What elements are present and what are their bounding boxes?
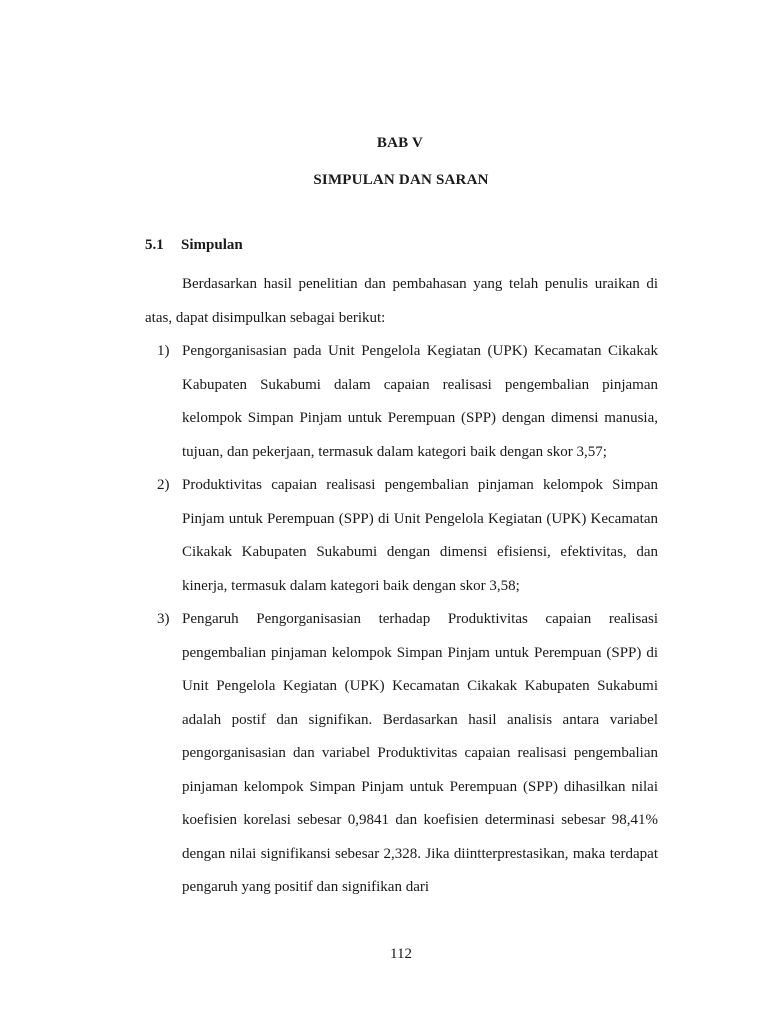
conclusion-list: [145, 335, 658, 905]
list-item-text: Pengaruh Pengorganisasian terhadap Produktivitas capaian realisasi pengembalian pinjaman kelompok Simpan Pinjam untuk Perempuan (SPP) di Unit Pengelola Kegiatan (UPK) Kecamatan Cikakak Kabupaten Sukabumi adalah postif dan signifikan. Berdasarkan hasil analisis antara variabel pengorganisasian dan variabel Produktivitas capaian realisasi pengembalian pinjaman kelompok Simpan Pinjam untuk Perempuan (SPP) dihasilkan nilai koefisien korelasi sebesar 0,9841 dan koefisien determinasi sebesar 98,41% dengan nilai signifikansi sebesar 2,328. Jika diintterprestasikan, maka terdapat pengaruh yang positif dan signifikan dari: [182, 611, 658, 895]
list-item-text: Pengorganisasian pada Unit Pengelola Kegiatan (UPK) Kecamatan Cikakak Kabupaten Sukabumi dalam capaian realisasi pengembalian pinjaman kelompok Simpan Pinjam untuk Perempuan (SPP) dengan dimensi manusia, tujuan, dan pekerjaan, termasuk dalam kategori baik dengan skor 3,57;: [182, 343, 658, 460]
section-number: 5.1: [145, 237, 164, 253]
body-text: [145, 268, 658, 905]
list-item: [145, 603, 658, 905]
intro-paragraph: Berdasarkan hasil penelitian dan pembahasan yang telah penulis uraikan di atas, dapat disimpulkan sebagai berikut:: [145, 276, 658, 326]
list-marker: 1): [157, 343, 170, 359]
section-title: Simpulan: [181, 237, 243, 253]
chapter-title: SIMPULAN DAN SARAN: [313, 172, 489, 188]
list-marker: 2): [157, 477, 170, 493]
section-heading: [145, 237, 243, 254]
page-number: 112: [390, 946, 412, 962]
list-item: [145, 335, 658, 469]
list-item-text: Produktivitas capaian realisasi pengembalian pinjaman kelompok Simpan Pinjam untuk Perempuan (SPP) di Unit Pengelola Kegiatan (UPK) Kecamatan Cikakak Kabupaten Sukabumi dengan dimensi efisiensi, efektivitas, dan kinerja, termasuk dalam kategori baik dengan skor 3,58;: [182, 477, 658, 594]
list-marker: 3): [157, 611, 170, 627]
chapter-label: BAB V: [376, 135, 424, 151]
list-item: [145, 469, 658, 603]
